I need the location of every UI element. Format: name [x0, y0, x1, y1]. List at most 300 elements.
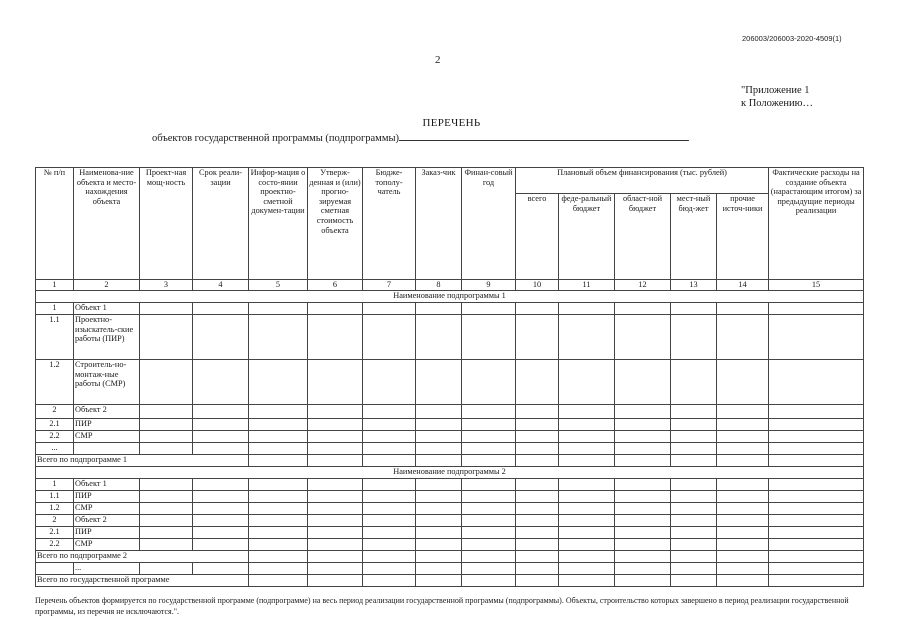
empty-cell: [140, 515, 193, 527]
object-name: Проектно-изыскатель-ские работы (ПИР): [74, 315, 140, 360]
empty-cell: [363, 551, 416, 563]
empty-cell: [717, 405, 769, 419]
empty-cell: [462, 527, 516, 539]
empty-cell: [140, 360, 193, 405]
object-name: Объект 2: [74, 405, 140, 419]
empty-cell: [671, 527, 717, 539]
column-number: 3: [140, 280, 193, 291]
empty-cell: [140, 315, 193, 360]
header-plan-group: Плановый объем финансирования (тыс. рублей): [516, 168, 769, 194]
empty-cell: [193, 503, 249, 515]
row-number: 1.2: [36, 503, 74, 515]
table-row: [36, 443, 864, 455]
row-number: 2: [36, 515, 74, 527]
empty-cell: [717, 443, 769, 455]
empty-cell: [717, 315, 769, 360]
empty-cell: [249, 405, 308, 419]
empty-cell: [462, 443, 516, 455]
empty-cell: [363, 431, 416, 443]
empty-cell: [516, 527, 559, 539]
object-name: Строитель-но-монтаж-ные работы (СМР): [74, 360, 140, 405]
header-col-11: феде-ральный бюджет: [559, 194, 615, 280]
empty-cell: [615, 479, 671, 491]
header-col-14: прочие источ-ники: [717, 194, 769, 280]
total-label: Всего по подпрограмме 2: [36, 551, 249, 563]
empty-cell: [416, 575, 462, 587]
empty-cell: [516, 479, 559, 491]
empty-cell: [363, 575, 416, 587]
subprogram-title: Наименование подпрограммы 1: [36, 291, 864, 303]
empty-cell: [559, 443, 615, 455]
empty-cell: [717, 455, 769, 467]
empty-cell: [516, 431, 559, 443]
empty-cell: [193, 303, 249, 315]
empty-cell: [140, 431, 193, 443]
empty-cell: [416, 491, 462, 503]
empty-cell: [516, 563, 559, 575]
column-number: 5: [249, 280, 308, 291]
empty-cell: [308, 431, 363, 443]
empty-cell: [249, 575, 308, 587]
appendix-line-1: "Приложение 1: [741, 85, 810, 96]
empty-cell: [249, 515, 308, 527]
column-number: 10: [516, 280, 559, 291]
empty-cell: [462, 515, 516, 527]
empty-cell: [615, 539, 671, 551]
object-name: Объект 1: [74, 479, 140, 491]
empty-cell: [615, 527, 671, 539]
empty-cell: [717, 539, 769, 551]
empty-cell: [559, 455, 615, 467]
empty-cell: [671, 443, 717, 455]
empty-cell: [363, 503, 416, 515]
empty-cell: [717, 431, 769, 443]
empty-cell: [308, 551, 363, 563]
empty-cell: [559, 491, 615, 503]
empty-cell: [416, 405, 462, 419]
empty-cell: [462, 575, 516, 587]
empty-cell: [193, 527, 249, 539]
empty-cell: [416, 479, 462, 491]
column-number: 13: [671, 280, 717, 291]
column-number-row: [36, 280, 864, 291]
empty-cell: [462, 405, 516, 419]
column-number: 12: [615, 280, 671, 291]
empty-cell: [140, 563, 193, 575]
empty-cell: [363, 491, 416, 503]
empty-cell: [516, 539, 559, 551]
column-number: 4: [193, 280, 249, 291]
column-number: 6: [308, 280, 363, 291]
total-label: Всего по государственной программе: [36, 575, 249, 587]
empty-cell: [308, 563, 363, 575]
empty-cell: [416, 563, 462, 575]
empty-cell: [769, 527, 864, 539]
empty-cell: [559, 303, 615, 315]
empty-cell: [416, 455, 462, 467]
empty-cell: [769, 515, 864, 527]
empty-cell: [516, 515, 559, 527]
empty-cell: [36, 563, 74, 575]
empty-cell: [671, 563, 717, 575]
column-number: 1: [36, 280, 74, 291]
empty-cell: [193, 563, 249, 575]
empty-cell: [193, 443, 249, 455]
row-number: 1: [36, 479, 74, 491]
empty-cell: [769, 539, 864, 551]
empty-cell: [193, 491, 249, 503]
column-number: 14: [717, 280, 769, 291]
empty-cell: [462, 303, 516, 315]
row-number: 1.1: [36, 315, 74, 360]
empty-cell: [717, 479, 769, 491]
object-name: Объект 1: [74, 303, 140, 315]
header-col-7: Бюдже-тополу-чатель: [363, 168, 416, 280]
empty-cell: [140, 491, 193, 503]
empty-cell: [193, 539, 249, 551]
empty-cell: [462, 551, 516, 563]
empty-cell: [249, 431, 308, 443]
empty-cell: [516, 575, 559, 587]
empty-cell: [363, 527, 416, 539]
empty-cell: [308, 575, 363, 587]
empty-cell: [140, 405, 193, 419]
total-row: [36, 551, 864, 563]
empty-cell: [416, 419, 462, 431]
object-name: ПИР: [74, 491, 140, 503]
header-col-5: Инфор-мация о состо-янии проектно-сметной докумен-тации: [249, 168, 308, 280]
empty-cell: [363, 405, 416, 419]
empty-cell: [671, 539, 717, 551]
table-row: [36, 515, 864, 527]
empty-cell: [308, 527, 363, 539]
page-subtitle: [152, 130, 689, 144]
empty-cell: [671, 431, 717, 443]
empty-cell: [249, 563, 308, 575]
empty-cell: [140, 303, 193, 315]
empty-cell: [462, 431, 516, 443]
empty-cell: [516, 491, 559, 503]
total-row: [36, 455, 864, 467]
empty-cell: [249, 491, 308, 503]
empty-cell: [416, 539, 462, 551]
appendix-label: [741, 84, 813, 110]
empty-cell: [769, 315, 864, 360]
empty-cell: [363, 515, 416, 527]
empty-cell: [615, 419, 671, 431]
empty-cell: [671, 360, 717, 405]
header-col-8: Заказ-чик: [416, 168, 462, 280]
object-name: ПИР: [74, 527, 140, 539]
empty-cell: [516, 455, 559, 467]
header-col-6: Утверж-денная и (или) прогно-зируемая сметная стоимость объекта: [308, 168, 363, 280]
empty-cell: [462, 360, 516, 405]
empty-cell: [671, 315, 717, 360]
empty-cell: [559, 479, 615, 491]
table-row: [36, 315, 864, 360]
empty-cell: [363, 539, 416, 551]
empty-cell: [615, 491, 671, 503]
empty-cell: [615, 503, 671, 515]
table-row: [36, 431, 864, 443]
empty-cell: [615, 405, 671, 419]
subprogram-title: Наименование подпрограммы 2: [36, 467, 864, 479]
empty-cell: [559, 575, 615, 587]
empty-cell: [462, 491, 516, 503]
empty-cell: [671, 551, 717, 563]
row-number: 2.2: [36, 431, 74, 443]
empty-cell: [615, 315, 671, 360]
header-col-10: всего: [516, 194, 559, 280]
empty-cell: [559, 563, 615, 575]
empty-cell: [717, 515, 769, 527]
row-number: 2.1: [36, 527, 74, 539]
empty-cell: [363, 455, 416, 467]
empty-cell: [249, 503, 308, 515]
empty-cell: [615, 551, 671, 563]
empty-cell: [416, 515, 462, 527]
empty-cell: [769, 443, 864, 455]
empty-cell: [249, 443, 308, 455]
empty-cell: [516, 419, 559, 431]
empty-cell: [308, 515, 363, 527]
empty-cell: [249, 419, 308, 431]
empty-cell: [249, 455, 308, 467]
empty-cell: [363, 315, 416, 360]
header-col-4: Срок реали-зации: [193, 168, 249, 280]
empty-cell: [516, 551, 559, 563]
empty-cell: [615, 443, 671, 455]
empty-cell: [559, 405, 615, 419]
empty-cell: [308, 315, 363, 360]
empty-cell: [615, 360, 671, 405]
empty-cell: [671, 503, 717, 515]
empty-cell: [308, 503, 363, 515]
empty-cell: [769, 303, 864, 315]
empty-cell: [308, 303, 363, 315]
table-row: [36, 563, 864, 575]
empty-cell: [671, 479, 717, 491]
empty-cell: [363, 443, 416, 455]
table-row: [36, 303, 864, 315]
empty-cell: [193, 360, 249, 405]
empty-cell: [516, 503, 559, 515]
empty-cell: [249, 315, 308, 360]
empty-cell: [462, 455, 516, 467]
empty-cell: [769, 551, 864, 563]
column-number: 2: [74, 280, 140, 291]
empty-cell: [249, 303, 308, 315]
empty-cell: [193, 405, 249, 419]
empty-cell: [559, 419, 615, 431]
row-number: 1: [36, 303, 74, 315]
row-number: 2: [36, 405, 74, 419]
subtitle-text: объектов государственной программы (подпрограммы): [152, 133, 400, 144]
empty-cell: [462, 419, 516, 431]
empty-cell: [559, 503, 615, 515]
empty-cell: [769, 405, 864, 419]
subtitle-blank-line: [399, 130, 689, 141]
object-name: СМР: [74, 539, 140, 551]
empty-cell: [671, 575, 717, 587]
empty-cell: [516, 303, 559, 315]
row-number: ...: [36, 443, 74, 455]
empty-cell: [717, 503, 769, 515]
subprogram-header-row: [36, 467, 864, 479]
empty-cell: [249, 527, 308, 539]
empty-cell: [308, 419, 363, 431]
empty-cell: [615, 303, 671, 315]
empty-cell: [559, 527, 615, 539]
empty-cell: [559, 315, 615, 360]
empty-cell: [769, 575, 864, 587]
empty-cell: [363, 563, 416, 575]
empty-cell: [416, 315, 462, 360]
empty-cell: [671, 455, 717, 467]
object-name: СМР: [74, 503, 140, 515]
empty-cell: [308, 539, 363, 551]
empty-cell: [615, 431, 671, 443]
empty-cell: [363, 360, 416, 405]
empty-cell: [308, 360, 363, 405]
empty-cell: [363, 303, 416, 315]
empty-cell: [769, 455, 864, 467]
empty-cell: [363, 479, 416, 491]
empty-cell: [416, 527, 462, 539]
empty-cell: [140, 527, 193, 539]
empty-cell: [462, 539, 516, 551]
empty-cell: [516, 360, 559, 405]
empty-cell: [249, 479, 308, 491]
object-name: Объект 2: [74, 515, 140, 527]
empty-cell: [516, 315, 559, 360]
empty-cell: [140, 419, 193, 431]
table-row: [36, 479, 864, 491]
empty-cell: [416, 503, 462, 515]
empty-cell: [717, 575, 769, 587]
empty-cell: [671, 405, 717, 419]
object-name: [74, 443, 140, 455]
empty-cell: [363, 419, 416, 431]
row-number: 1.1: [36, 491, 74, 503]
empty-cell: [249, 539, 308, 551]
table-row: [36, 419, 864, 431]
empty-cell: [416, 551, 462, 563]
empty-cell: [193, 431, 249, 443]
row-number: 2.2: [36, 539, 74, 551]
empty-cell: [769, 479, 864, 491]
empty-cell: [416, 443, 462, 455]
empty-cell: [671, 303, 717, 315]
header-col-15: Фактические расходы на создание объекта (нарастающим итогом) за предыдущие периоды реализации: [769, 168, 864, 280]
empty-cell: [308, 455, 363, 467]
empty-cell: [559, 360, 615, 405]
page-number: 2: [435, 54, 441, 66]
document-id: 206003/206003-2020-4509(1): [742, 34, 842, 43]
column-number: 15: [769, 280, 864, 291]
column-number: 11: [559, 280, 615, 291]
empty-cell: [308, 479, 363, 491]
empty-cell: [717, 360, 769, 405]
empty-cell: [462, 503, 516, 515]
empty-cell: [308, 491, 363, 503]
header-col-2: Наименова-ние объекта и место-нахождения объекта: [74, 168, 140, 280]
empty-cell: [615, 455, 671, 467]
empty-cell: [717, 527, 769, 539]
empty-cell: [769, 431, 864, 443]
empty-cell: [140, 539, 193, 551]
empty-cell: [769, 419, 864, 431]
empty-cell: [717, 491, 769, 503]
table-row: [36, 491, 864, 503]
footer-note: Перечень объектов формируется по государственной программе (подпрограмме) на весь период реализации государственной программы (подпрограммы). Объекты, строительство которых завершено в период реализации государственной программы, из перечня не исключаются.".: [35, 596, 849, 616]
empty-cell: [140, 479, 193, 491]
table-body: [36, 280, 864, 587]
table-row: [36, 503, 864, 515]
empty-cell: [193, 479, 249, 491]
object-name: СМР: [74, 431, 140, 443]
empty-cell: [769, 491, 864, 503]
empty-cell: [140, 503, 193, 515]
total-row: [36, 575, 864, 587]
empty-cell: [308, 405, 363, 419]
empty-cell: [615, 563, 671, 575]
empty-cell: [559, 551, 615, 563]
subprogram-header-row: [36, 291, 864, 303]
row-number: 1.2: [36, 360, 74, 405]
empty-cell: [308, 443, 363, 455]
empty-cell: [671, 419, 717, 431]
header-col-1: № п/п: [36, 168, 74, 280]
table-row: [36, 527, 864, 539]
appendix-line-2: к Положению…: [741, 98, 814, 109]
empty-cell: [615, 575, 671, 587]
empty-cell: [516, 443, 559, 455]
empty-cell: [559, 515, 615, 527]
empty-cell: [671, 515, 717, 527]
empty-cell: [193, 419, 249, 431]
empty-cell: [462, 479, 516, 491]
object-name: ПИР: [74, 419, 140, 431]
empty-cell: [717, 419, 769, 431]
header-col-9: Финан-совый год: [462, 168, 516, 280]
empty-cell: [249, 551, 308, 563]
empty-cell: [717, 563, 769, 575]
header-col-3: Проект-ная мощ-ность: [140, 168, 193, 280]
empty-cell: [416, 431, 462, 443]
empty-cell: [769, 563, 864, 575]
row-number: 2.1: [36, 419, 74, 431]
table-row: [36, 405, 864, 419]
empty-cell: [769, 360, 864, 405]
empty-cell: [193, 315, 249, 360]
empty-cell: [462, 315, 516, 360]
header-col-12: област-ной бюджет: [615, 194, 671, 280]
empty-cell: [462, 563, 516, 575]
empty-cell: [615, 515, 671, 527]
empty-cell: [516, 405, 559, 419]
column-number: 9: [462, 280, 516, 291]
empty-cell: [416, 360, 462, 405]
empty-cell: [559, 431, 615, 443]
column-number: 8: [416, 280, 462, 291]
page-title: ПЕРЕЧЕНЬ: [422, 117, 481, 129]
empty-cell: [717, 551, 769, 563]
empty-cell: [717, 303, 769, 315]
empty-cell: [140, 443, 193, 455]
header-col-13: мест-ный бюд-жет: [671, 194, 717, 280]
empty-cell: [671, 491, 717, 503]
